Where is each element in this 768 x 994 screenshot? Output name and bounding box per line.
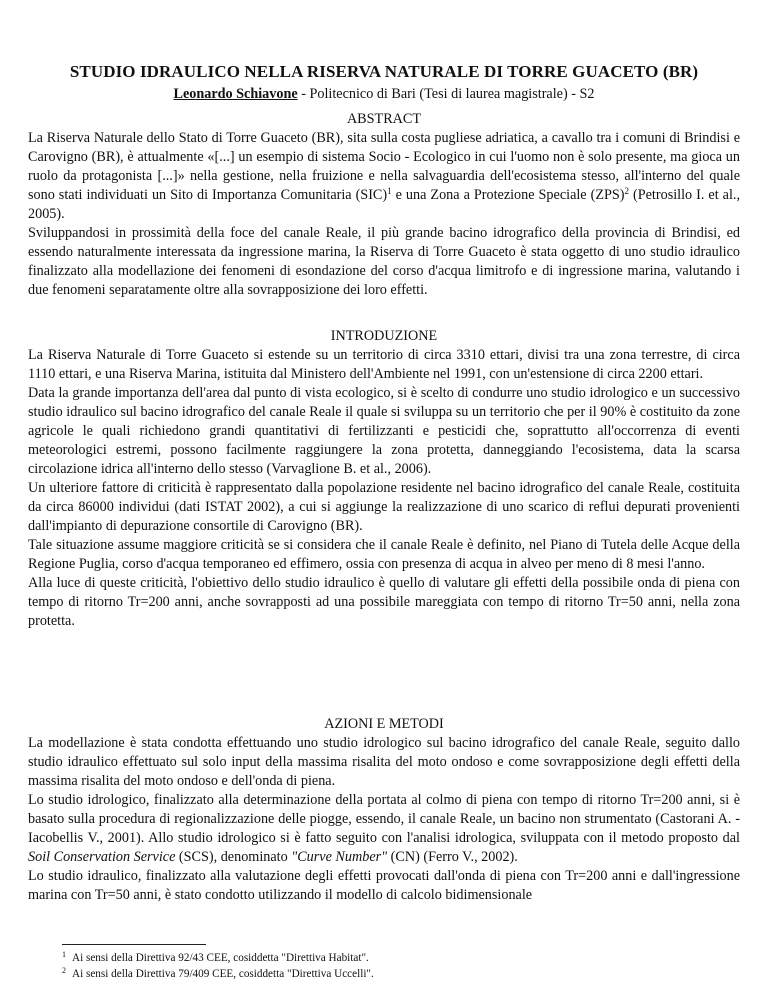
azioni-metodi-heading: AZIONI E METODI [324,716,444,732]
introduzione-paragraph-4: Tale situazione assume maggiore criticità se si considera che il canale Reale è definito, nel Piano di Tutela delle Acque della Regione Puglia, corso d'acqua temporaneo ed effimero, ossia con presenza di acqua in alveo per meno di 8 mesi l'anno. [28,537,740,572]
footnote-ref-2: 2 [624,186,630,196]
author-name: Leonardo Schiavone [173,86,298,102]
azioni-paragraph-3: Lo studio idraulico, finalizzato alla valutazione degli effetti provocati dall'onda di piena con Tr=200 anni e dall'ingressione marina con Tr=50 anni, è stato condotto utilizzando il modello di calcolo bidimensionale [28,868,740,903]
azioni-paragraph-1: La modellazione è stata condotta effettuando uno studio idrologico sul bacino idrografico del canale Reale, seguito dallo studio idraulico effettuato sul solo input della massima risalita del moto ondoso e come sovrapposizione degli effetti della massima risalita del moto ondoso e dell'onda di piena. [28,735,740,789]
introduzione-heading: INTRODUZIONE [330,328,438,344]
footnote-divider [62,944,206,945]
footnote-ref-1: 1 [387,186,392,196]
footnote-1: $^1$ Ai sensi della Direttiva 92/43 CEE, cosiddetta "Direttiva Habitat". [62,950,369,964]
abstract-paragraph-1: La Riserva Naturale dello Stato di Torre Guaceto (BR), sita sulla costa pugliese adriatica, a cavallo tra i comuni di Brindisi e Carovigno (BR), è attualmente «[...] un esempio di sistema Socio - Ecologico in cui l'uomo non è solo presente, ma gioca un ruolo da protagonista [...]» nella gestione, nella fruizione e nella salvaguardia dell'ecosistema stesso, all'interno del quale sono stati individuati un Sito di Importanza Comunitaria (SIC)$^1$ e una Zona a Protezione Speciale (ZPS)$^2$ (Petrosillo I. et al., 2005). [28,130,740,222]
footnote-2: $^2$ Ai sensi della Direttiva 79/409 CEE, cosiddetta "Direttiva Uccelli". [62,966,374,980]
introduzione-paragraph-2: Data la grande importanza dell'area dal punto di vista ecologico, si è scelto di condurre uno studio idrologico e un successivo studio idraulico sul bacino idrografico del canale Reale il quale si sviluppa su un territorio che per il 90% è costituito da zone agricole le quali richiedono grandi quantitativi di fertilizzanti e pesticidi che, soprattutto all'occorrenza di eventi meteorologici estremi, possono facilmente raggiungere la zona protetta, danneggiando l'ecosistema, data la scarsa circolazione idrica all'interno dello stesso (Varvaglione B. et al., 2006). [28,385,740,477]
azioni-metodi-section [28,715,740,905]
abstract-heading: ABSTRACT [346,111,422,127]
azioni-paragraph-2: Lo studio idrologico, finalizzato alla determinazione della portata al colmo di piena con tempo di ritorno Tr=200 anni, si è basato sulla procedura di regionalizzazione delle piogge, essendo, il canale Reale, un bacino non strumentato (Castorani A. - Iacobellis V., 2001). Allo studio idrologico si è fatto seguito con l'analisi idrologica, sviluppata con il metodo proposto dal Soil Conservation Service (SCS), denominato "Curve Number" (CN) (Ferro V., 2002). [28,792,740,865]
author-line [0,86,768,103]
paper-title: STUDIO IDRAULICO NELLA RISERVA NATURALE DI TORRE GUACETO (BR) [69,62,699,81]
footnotes [62,950,742,982]
author-affiliation: - Politecnico di Bari (Tesi di laurea magistrale) - S2 [297,86,595,102]
abstract-paragraph-2: Sviluppandosi in prossimità della foce del canale Reale, il più grande bacino idrografico della provincia di Brindisi, ed essendo naturalmente interessata da ingressione marina, la Riserva di Torre Guaceto è stata oggetto di uno studio idraulico finalizzato alla modellazione dei fenomeni di esondazione del corso d'acqua limitrofo e di ingressione marina, valutando i due fenomeni separatamente oltre alla sovrapposizione dei loro effetti. [28,225,740,298]
introduzione-paragraph-1: La Riserva Naturale di Torre Guaceto si estende su un territorio di circa 3310 ettari, divisi tra una zona terrestre, di circa 1110 ettari, e una Riserva Marina, istituita dal Ministero dell'Ambiente nel 1991, con un'estensione di circa 2200 ettari. [28,347,740,382]
introduzione-paragraph-3: Un ulteriore fattore di criticità è rappresentato dalla popolazione residente nel bacino idrografico del canale Reale, costituita da circa 86000 individui (dati ISTAT 2002), a cui si aggiunge la realizzazione di uno scarico di reflui depurati provenienti dall'impianto di depurazione consortile di Carovigno (BR). [28,480,740,534]
abstract-section [28,110,740,300]
introduzione-section [28,327,740,631]
introduzione-paragraph-5: Alla luce di queste criticità, l'obiettivo dello studio idraulico è quello di valutare gli effetti della possibile onda di piena con tempo di ritorno Tr=200 anni, anche sovrapposti ad una possibile mareggiata con tempo di ritorno Tr=50 anni, nella zona protetta. [28,575,740,629]
